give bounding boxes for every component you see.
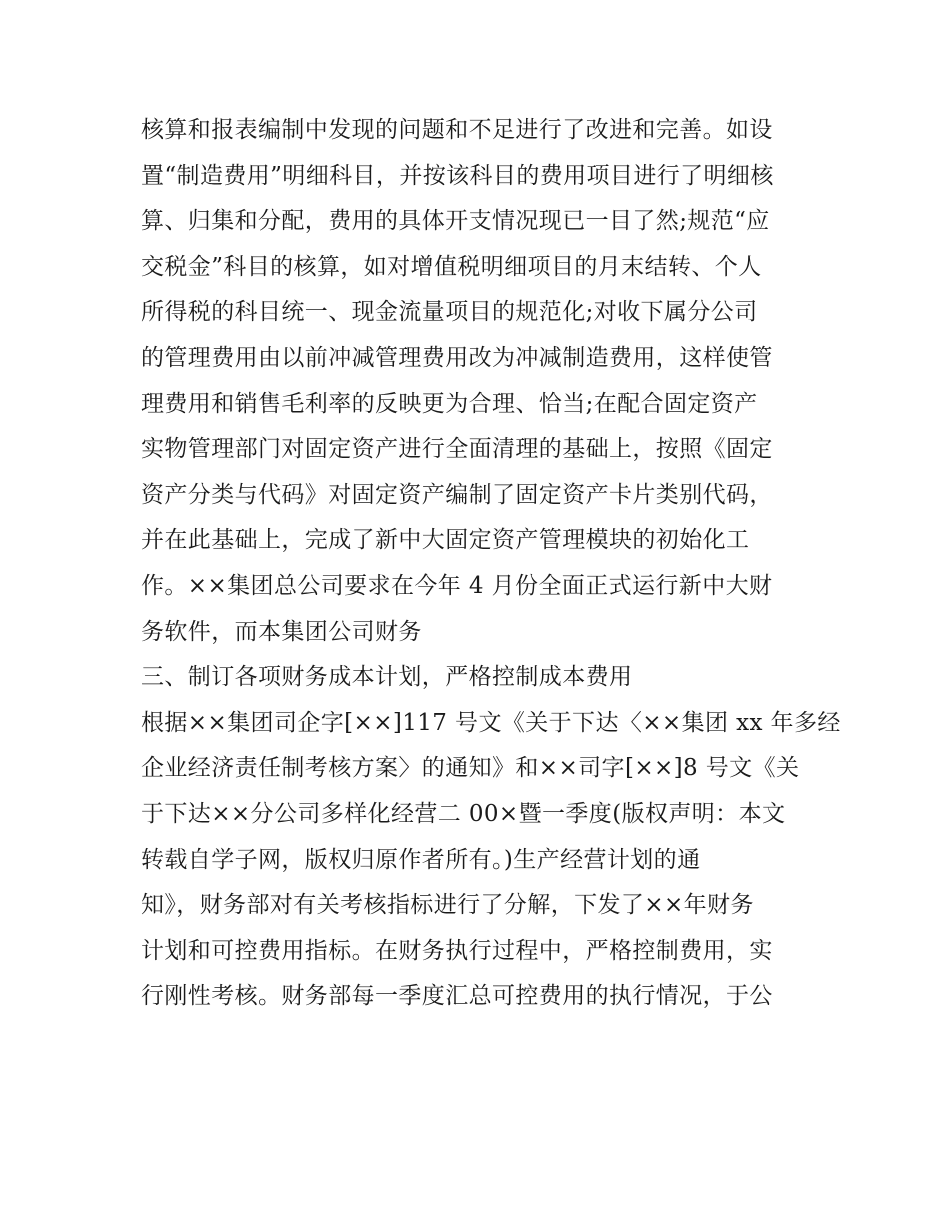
text-line: 务软件，而本集团公司财务 <box>141 618 422 645</box>
text-line: 理费用和销售毛利率的反映更为合理、恰当;在配合固定资产 <box>141 390 758 417</box>
text-line: 交税金”科目的核算，如对增值税明细项目的月末结转、个人 <box>141 253 762 280</box>
text-line: 行刚性考核。财务部每一季度汇总可控费用的执行情况，于公 <box>141 983 773 1010</box>
section-heading: 三、制订各项财务成本计划，严格控制成本费用 <box>141 664 633 691</box>
text-line: 知》，财务部对有关考核指标进行了分解，下发了××年财务 <box>141 892 754 919</box>
text-line: 计划和可控费用指标。在财务执行过程中，严格控制费用，实 <box>141 937 773 964</box>
text-line: 并在此基础上，完成了新中大固定资产管理模块的初始化工 <box>141 527 750 554</box>
text-line: 算、归集和分配，费用的具体开支情况现已一目了然;规范“应 <box>141 208 770 235</box>
text-line: 所得税的科目统一、现金流量项目的规范化;对收下属分公司 <box>141 299 758 326</box>
text-line: 实物管理部门对固定资产进行全面清理的基础上，按照《固定 <box>141 436 773 463</box>
text-line: 转载自学子网，版权归原作者所有。)生产经营计划的通 <box>141 846 701 873</box>
text-line: 资产分类与代码》对固定资产编制了固定资产卡片类别代码， <box>141 481 773 508</box>
paragraph-accounting-improvements <box>141 108 821 655</box>
text-line: 置“制造费用”明细科目，并按该科目的费用项目进行了明细核 <box>141 162 774 189</box>
text-line: 根据××集团司企字[××]117 号文《关于下达〈××集团 xx 年多经 <box>141 709 841 736</box>
text-line: 核算和报表编制中发现的问题和不足进行了改进和完善。如设 <box>141 117 773 143</box>
text-line: 于下达××分公司多样化经营二 00×暨一季度(版权声明：本文 <box>141 800 786 827</box>
text-line: 作。××集团总公司要求在今年 4 月份全面正式运行新中大财 <box>141 572 773 599</box>
paragraph-cost-plan <box>141 701 841 1020</box>
text-line: 的管理费用由以前冲减管理费用改为冲减制造费用，这样使管 <box>141 344 773 371</box>
document-body <box>141 108 841 1020</box>
text-line: 企业经济责任制考核方案〉的通知》和××司字[××]8 号文《关 <box>141 755 800 782</box>
